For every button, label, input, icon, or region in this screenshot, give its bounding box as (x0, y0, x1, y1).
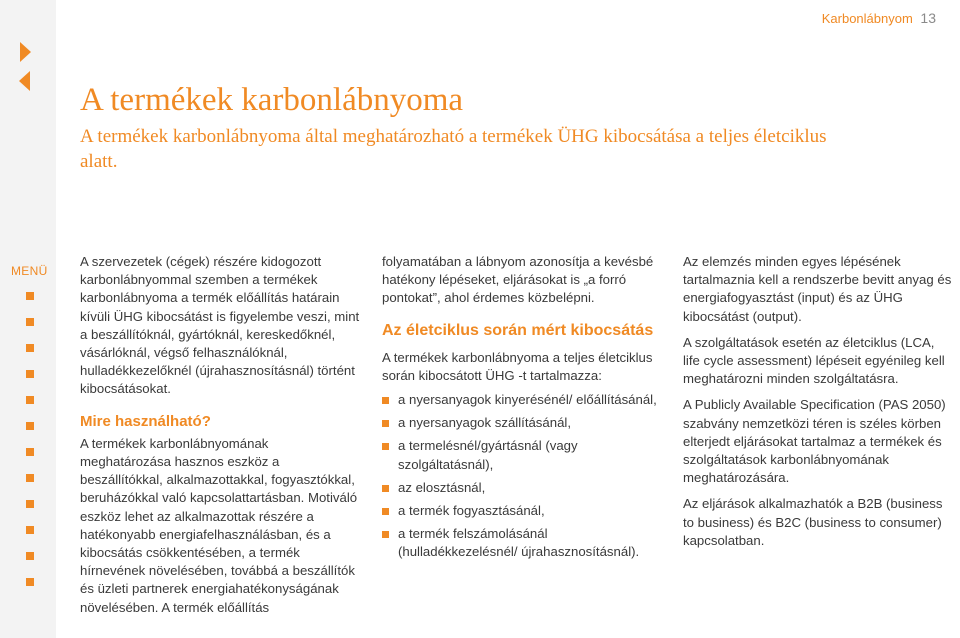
menu-item-10[interactable] (26, 526, 34, 534)
menu-item-3[interactable] (26, 344, 34, 352)
column-1 (80, 253, 360, 617)
menu-item-11[interactable] (26, 552, 34, 560)
menu-item-4[interactable] (26, 370, 34, 378)
menu-item-6[interactable] (26, 422, 34, 430)
col3-paragraph-1: Az elemzés minden egyes lépésének tartalmaznia kell a rendszerbe bevitt anyag és energiafogyasztást (input) és az ÜHG kibocsátást (output). (683, 254, 952, 324)
menu-bullets (26, 292, 34, 604)
col1-heading: Mire használható? (80, 412, 211, 430)
column-2 (382, 253, 662, 567)
menu-item-8[interactable] (26, 474, 34, 482)
list-item: a nyersanyagok kinyerésénél/ előállításánál, (382, 391, 662, 409)
list-item: a nyersanyagok szállításánál, (382, 414, 662, 432)
col3-paragraph-2: A szolgáltatások esetén az életciklus (LCA, life cycle assessment) lépéseit egyénileg kell meghatározni minden szolgáltatásra. (683, 334, 945, 387)
col1-paragraph-1: A szervezetek (cégek) részére kidogozott karbonlábnyommal szemben a termékek karbonlábnyoma a termék előállítás határain kívüli ÜHG kibocsátást is figyelembe veszi, mint a beszállítóknál, gyártóknál, kereskedőknél, vásárlóknál, végső felhasználóknál, hulladékkezelőknél (újrahasznosításnál) történt kibocsátásokat. (80, 254, 360, 397)
page-header (822, 10, 936, 26)
list-item: az elosztásnál, (382, 479, 662, 497)
sidebar (0, 0, 56, 638)
col1-paragraph-2: A termékek karbonlábnyomának meghatározása hasznos eszköz a beszállítókkal, alkalmazottakkal, fogyasztókkal, beruházókkal való kapcsolattartásban. Motiváló eszköz lehet az alkalmazottak részére a hatékonyabb energiafelhasználásban, és a kibocsátás csökkentésében, a termék hírnevének növelésében, továbbá a beszállítók és üzleti partnerek energiahatékonyságának növelésében. A termék előállítás (80, 435, 358, 615)
menu-label[interactable]: MENÜ (11, 264, 48, 278)
menu-item-1[interactable] (26, 292, 34, 300)
menu-item-7[interactable] (26, 448, 34, 456)
list-item: a termék felszámolásánál (hulladékkezelésnél/ újrahasznosításnál). (382, 525, 662, 561)
col2-paragraph-2: A termékek karbonlábnyoma a teljes életciklus során kibocsátott ÜHG -t tartalmazza: (382, 349, 653, 383)
col3-paragraph-3: A Publicly Available Specification (PAS 2050) szabvány nemzetközi téren is széles körben elterjedt eljárásokat tartalmaz a termékek és szolgáltatások karbonlábnyomának meghatározására. (683, 397, 946, 486)
next-page-arrow-icon[interactable] (20, 42, 31, 62)
page-title: A termékek karbonlábnyoma (80, 82, 464, 118)
section-title: Karbonlábnyom (821, 11, 913, 26)
list-item: a termelésnél/gyártásnál (vagy szolgáltatásnál), (382, 437, 662, 473)
lifecycle-list (382, 391, 662, 562)
menu-item-2[interactable] (26, 318, 34, 326)
col2-heading: Az életciklus során mért kibocsátás (382, 321, 654, 339)
page-subtitle: A termékek karbonlábnyoma által meghatározható a termékek ÜHG kibocsátása a teljes életciklus alatt. (80, 126, 827, 172)
menu-item-5[interactable] (26, 396, 34, 404)
list-item: a termék fogyasztásánál, (382, 502, 662, 520)
previous-page-arrow-icon[interactable] (19, 71, 30, 91)
menu-item-9[interactable] (26, 500, 34, 508)
menu-item-12[interactable] (26, 578, 34, 586)
col2-paragraph-1: folyamatában a lábnyom azonosítja a kevésbé hatékony lépéseket, eljárásokat is „a forró pontokat”, ahol érdemes közbelépni. (382, 254, 654, 306)
page-number: 13 (920, 10, 936, 26)
col3-paragraph-4: Az eljárások alkalmazhatók a B2B (business to business) és B2C (business to consumer) kapcsolatban. (683, 496, 943, 548)
column-3 (683, 253, 953, 550)
